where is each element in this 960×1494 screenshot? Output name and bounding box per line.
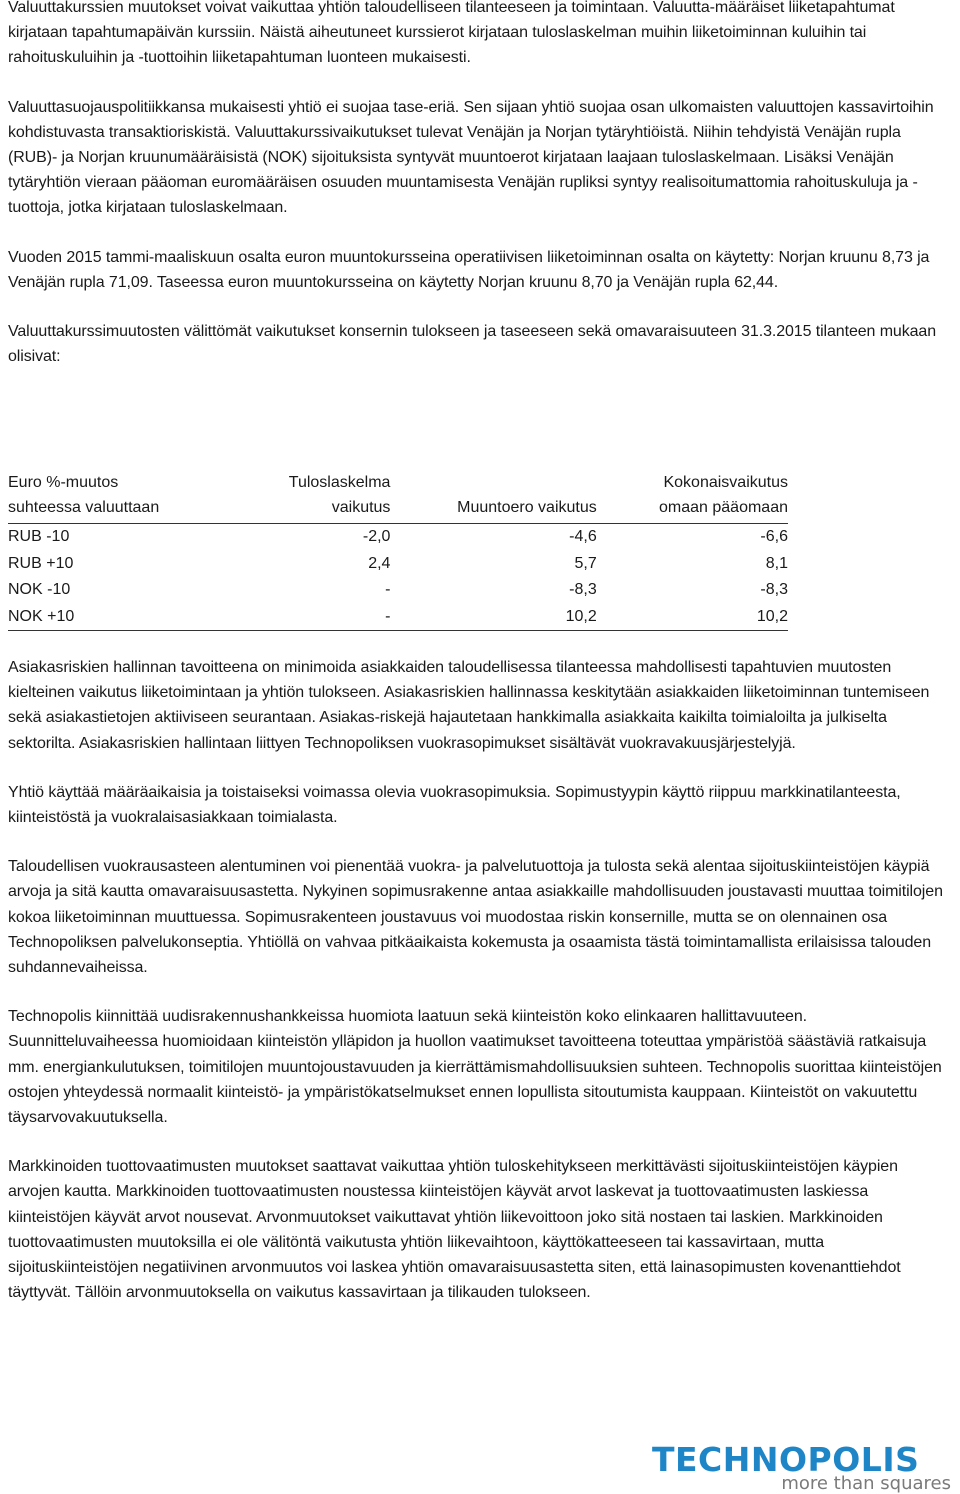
table-header-row xyxy=(8,470,788,524)
header-translation-difference: Muuntoero vaikutus xyxy=(390,470,596,524)
logo-wordmark: TECHNOPOLIS xyxy=(652,1440,920,1479)
table-row: RUB +10 2,4 5,7 8,1 xyxy=(8,554,788,572)
table-row: NOK -10 - -8,3 -8,3 xyxy=(8,581,788,598)
technopolis-logo xyxy=(652,1440,954,1494)
risk-section xyxy=(8,655,943,1305)
paragraph-occupancy-rate: Taloudellisen vuokrausasteen alentuminen voi pienentää vuokra- ja palvelutuottoja ja tulosta sekä alentaa sijoituskiinteistöjen käypiä arvoja ja sitä kautta omavaraisuusastetta. Nykyinen sopimusrakenne antaa asiakkaille mahdollisuuden joustavasti muuttaa toimitilojen kokoa liiketoiminnan muuttuessa. Sopimusrakenteen joustavuus voi muodostaa riskin konsernille, mutta se on olennainen osa Technopoliksen palvelukonseptia. Yhtiöllä on vahvaa pitkäaikaista kokemusta ja osaamista tästä toimintamallista erilaisissa talouden suhdannevaiheissa. xyxy=(8,858,943,977)
logo-tagline: more than squares xyxy=(781,1473,951,1494)
header-currency-change: Euro %-muutos suhteessa valuuttaan xyxy=(8,470,250,524)
fx-sensitivity-table xyxy=(8,470,788,631)
header-total-equity-effect: Kokonaisvaikutus omaan pääomaan xyxy=(597,470,788,524)
paragraph-currency-changes: Valuuttakurssien muutokset voivat vaikuttaa yhtiön taloudelliseen tilanteeseen ja toimintaan. Valuutta-määräiset liiketapahtumat kirjataan tapahtumapäivän kurssiin. Näistä aiheutuneet kurssierot kirjataan tuloslaskelman muihin liiketoiminnan kuluihin tai rahoituskuluihin ja -tuottoihin liiketapahtuman luonteen mukaisesti. xyxy=(8,0,895,67)
paragraph-hedging-policy: Valuuttasuojauspolitiikkansa mukaisesti yhtiö ei suojaa tase-eriä. Sen sijaan yhtiö suojaa osan ulkomaisten valuuttojen kassavirtoihin kohdistuvasta transaktioriskistä. Valuuttakurssivaikutukset tulevat Venäjän ja Norjan tytäryhtiöistä. Niihin tehdyistä Venäjän rupla (RUB)- ja Norjan kruunumääräisistä (NOK) sijoituksista syntyvät muuntoerot kirjataan laajaan tuloslaskelmaan. Lisäksi Venäjän tytäryhtiön vieraan pääoman euromääräisen osuuden muuntamisesta Venäjän rupliksi syntyy realisoitumattomia rahoituskuluja ja -tuottoja, jotka kirjataan tuloslaskelmaan. xyxy=(8,98,934,217)
paragraph-lease-types: Yhtiö käyttää määräaikaisia ja toistaiseksi voimassa olevia vuokrasopimuksia. Sopimustyypin käyttö riippuu markkinatilanteesta, kiinteistöstä ja vuokralaisasiakkaan toimialasta. xyxy=(8,783,901,827)
table-row: RUB -10 -2,0 -4,6 -6,6 xyxy=(8,528,788,545)
paragraph-exchange-rates: Vuoden 2015 tammi-maaliskuun osalta euron muuntokursseina operatiivisen liiketoiminnan osalta on käytetty: Norjan kruunu 8,73 ja Venäjän rupla 71,09. Taseessa euron muuntokursseina on käytetty Norjan kruunu 8,70 ja Venäjän rupla 62,44. xyxy=(8,248,930,291)
paragraph-customer-risk: Asiakasriskien hallinnan tavoitteena on minimoida asiakkaiden taloudellisessa tilanteessa mahdollisesti tapahtuvien muutosten kielteinen vaikutus liiketoimintaan ja yhtiön tulokseen. Asiakasriskien hallinnassa keskitytään asiakkaiden liiketoiminnan tuntemiseen sekä asiakastietojen aktiiviseen seurantaan. Asiakas-riskejä hajautetaan hankkimalla asiakkaita kaikilta toimialoilta ja julkiselta sektorilta. Asiakasriskien hallintaan liittyen Technopoliksen vuokrasopimukset sisältävät vuokravakuusjärjestelyjä. xyxy=(8,659,930,752)
intro-section xyxy=(8,0,943,369)
paragraph-yield-requirements: Markkinoiden tuottovaatimusten muutokset saattavat vaikuttaa yhtiön tuloskehitykseen merkittävästi sijoituskiinteistöjen käypien arvojen kautta. Markkinoiden tuottovaatimusten noustessa kiinteistöjen käyvät arvot laskevat ja tuottovaatimusten laskiessa kiinteistöjen käyvät arvot nousevat. Arvonmuutokset vaikuttavat yhtiön liikevoittoon joko sitä nostaen tai laskien. Markkinoiden tuottovaatimusten muutoksilla ei ole välitöntä vaikutusta yhtiön liikevaihtoon, käyttökatteeseen tai kassavirtaan, mutta sijoituskiinteistöjen negatiivinen arvonmuutos voi laskea yhtiön omavaraisuusastetta siten, että lainasopimusten kovenanttiehdot täyttyvät. Tällöin arvonmuutoksella on vaikutus kassavirtaan ja tilikauden tulokseen. xyxy=(8,1158,901,1302)
paragraph-construction-quality: Technopolis kiinnittää uudisrakennushankkeissa huomiota laatuun sekä kiinteistön koko elinkaaren hallittavuuteen. Suunnitteluvaiheessa huomioidaan kiinteistön ylläpidon ja huollon vaatimukset tavoitteena toteuttaa ympäristöä säästäviä ratkaisuja mm. energiankulutuksen, toimitilojen muuntojoustavuuden ja kierrättämismahdollisuuksien suhteen. Technopolis suorittaa kiinteistöjen ostojen yhteydessä normaalit kiinteistö- ja ympäristökatselmukset ennen lopullista sitoutumista kauppaan. Kiinteistöt on vakuutettu täysarvovakuutuksella. xyxy=(8,1008,942,1127)
header-income-statement-effect: Tuloslaskelma vaikutus xyxy=(250,470,391,524)
table-row: NOK +10 - 10,2 10,2 xyxy=(8,604,788,631)
paragraph-table-intro: Valuuttakurssimuutosten välittömät vaikutukset konsernin tulokseen ja taseeseen sekä omavaraisuuteen 31.3.2015 tilanteen mukaan olisivat: xyxy=(8,323,937,366)
